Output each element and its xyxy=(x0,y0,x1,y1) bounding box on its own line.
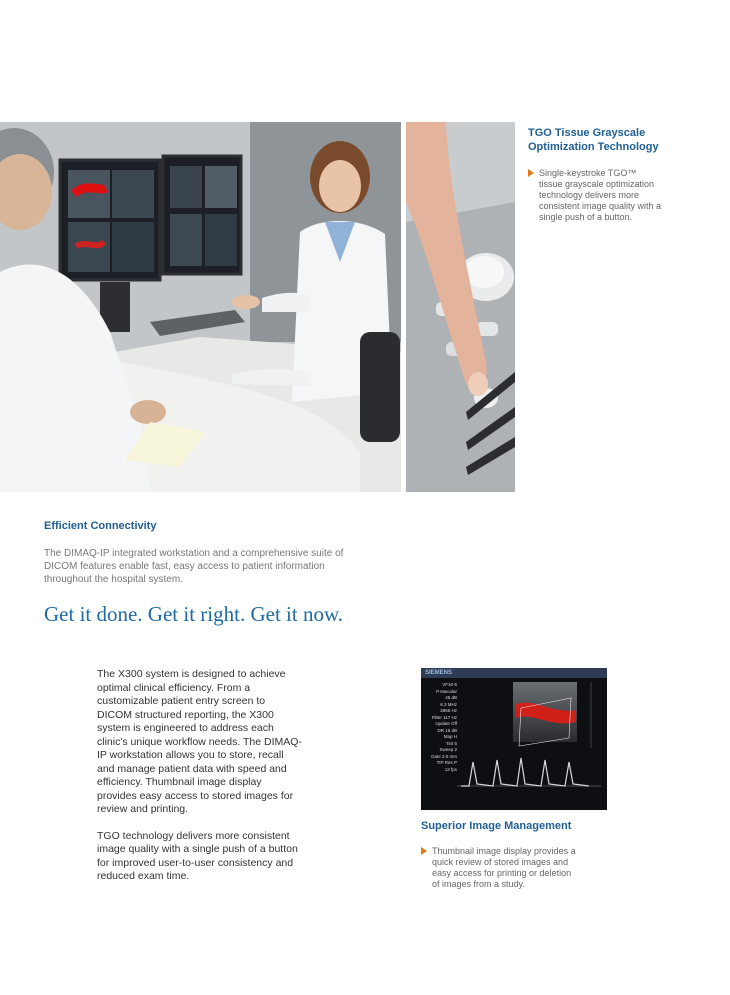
image-management-heading: Superior Image Management xyxy=(421,820,572,832)
control-panel-photo xyxy=(406,122,515,492)
tgo-bullet-text: Single-keystroke TGO™ tissue grayscale optimization technology delivers more consistent image quality with a single push of a button. xyxy=(539,168,662,222)
param: 45 dB xyxy=(445,695,457,700)
image-management-bullet xyxy=(421,846,581,890)
connectivity-heading: Efficient Connectivity xyxy=(44,520,157,532)
param: Filter 117 Hz xyxy=(431,714,457,720)
page-headline: Get it done. Get it right. Get it now. xyxy=(44,602,344,626)
param: Tint 5 xyxy=(445,740,457,746)
param: 6.3 MHz xyxy=(440,701,457,707)
tgo-heading xyxy=(528,126,688,154)
workstation-photo xyxy=(0,122,401,492)
param: 13 fps xyxy=(444,766,457,772)
orange-triangle-icon xyxy=(421,847,427,855)
param: 2865 Hz xyxy=(440,708,457,713)
param: Update Off xyxy=(435,721,457,726)
ultrasound-brand: SIEMENS xyxy=(425,670,453,676)
ultrasound-screen-image xyxy=(421,668,607,810)
orange-triangle-icon xyxy=(528,169,534,177)
param: Sweep 2 xyxy=(439,747,457,752)
main-body-text xyxy=(97,668,302,897)
finger-button-illustration xyxy=(406,122,515,492)
ultrasound-scan-graphic xyxy=(421,668,607,810)
main-paragraph-1: The X300 system is designed to achieve optimal clinical efficiency. From a customizable patient entry screen to DICOM structured reporting, the X300 system is engineered to address each clinic's unique workflow needs. The DIMAQ-IP workstation allows you to store, recall and manage patient data with speed and efficiency. Thumbnail image display provides easy access to stored images for review and printing. xyxy=(97,668,302,815)
param: Gate 2.0 mm xyxy=(430,753,457,759)
param: DR 15 dB xyxy=(437,727,457,733)
param: P.Vascular xyxy=(436,688,457,694)
connectivity-body: The DIMAQ-IP integrated workstation and a comprehensive suite of DICOM features enable fast, easy access to patient information throughout the hospital system. xyxy=(44,548,344,585)
workstation-illustration xyxy=(0,122,401,492)
main-paragraph-2: TGO technology delivers more consistent image quality with a single push of a button for improved user-to-user consistency and reduced exam time. xyxy=(97,829,298,882)
tgo-heading-line2: Optimization Technology xyxy=(528,141,659,153)
param: VF10-5 xyxy=(442,682,457,687)
tgo-bullet xyxy=(528,168,662,223)
param: TIP Res P xyxy=(436,760,457,765)
tgo-heading-line1: TGO Tissue Grayscale xyxy=(528,127,646,139)
param: Map H xyxy=(443,734,457,739)
image-management-bullet-text: Thumbnail image display provides a quick review of stored images and easy access for printing or deletion of images from a study. xyxy=(432,846,576,889)
